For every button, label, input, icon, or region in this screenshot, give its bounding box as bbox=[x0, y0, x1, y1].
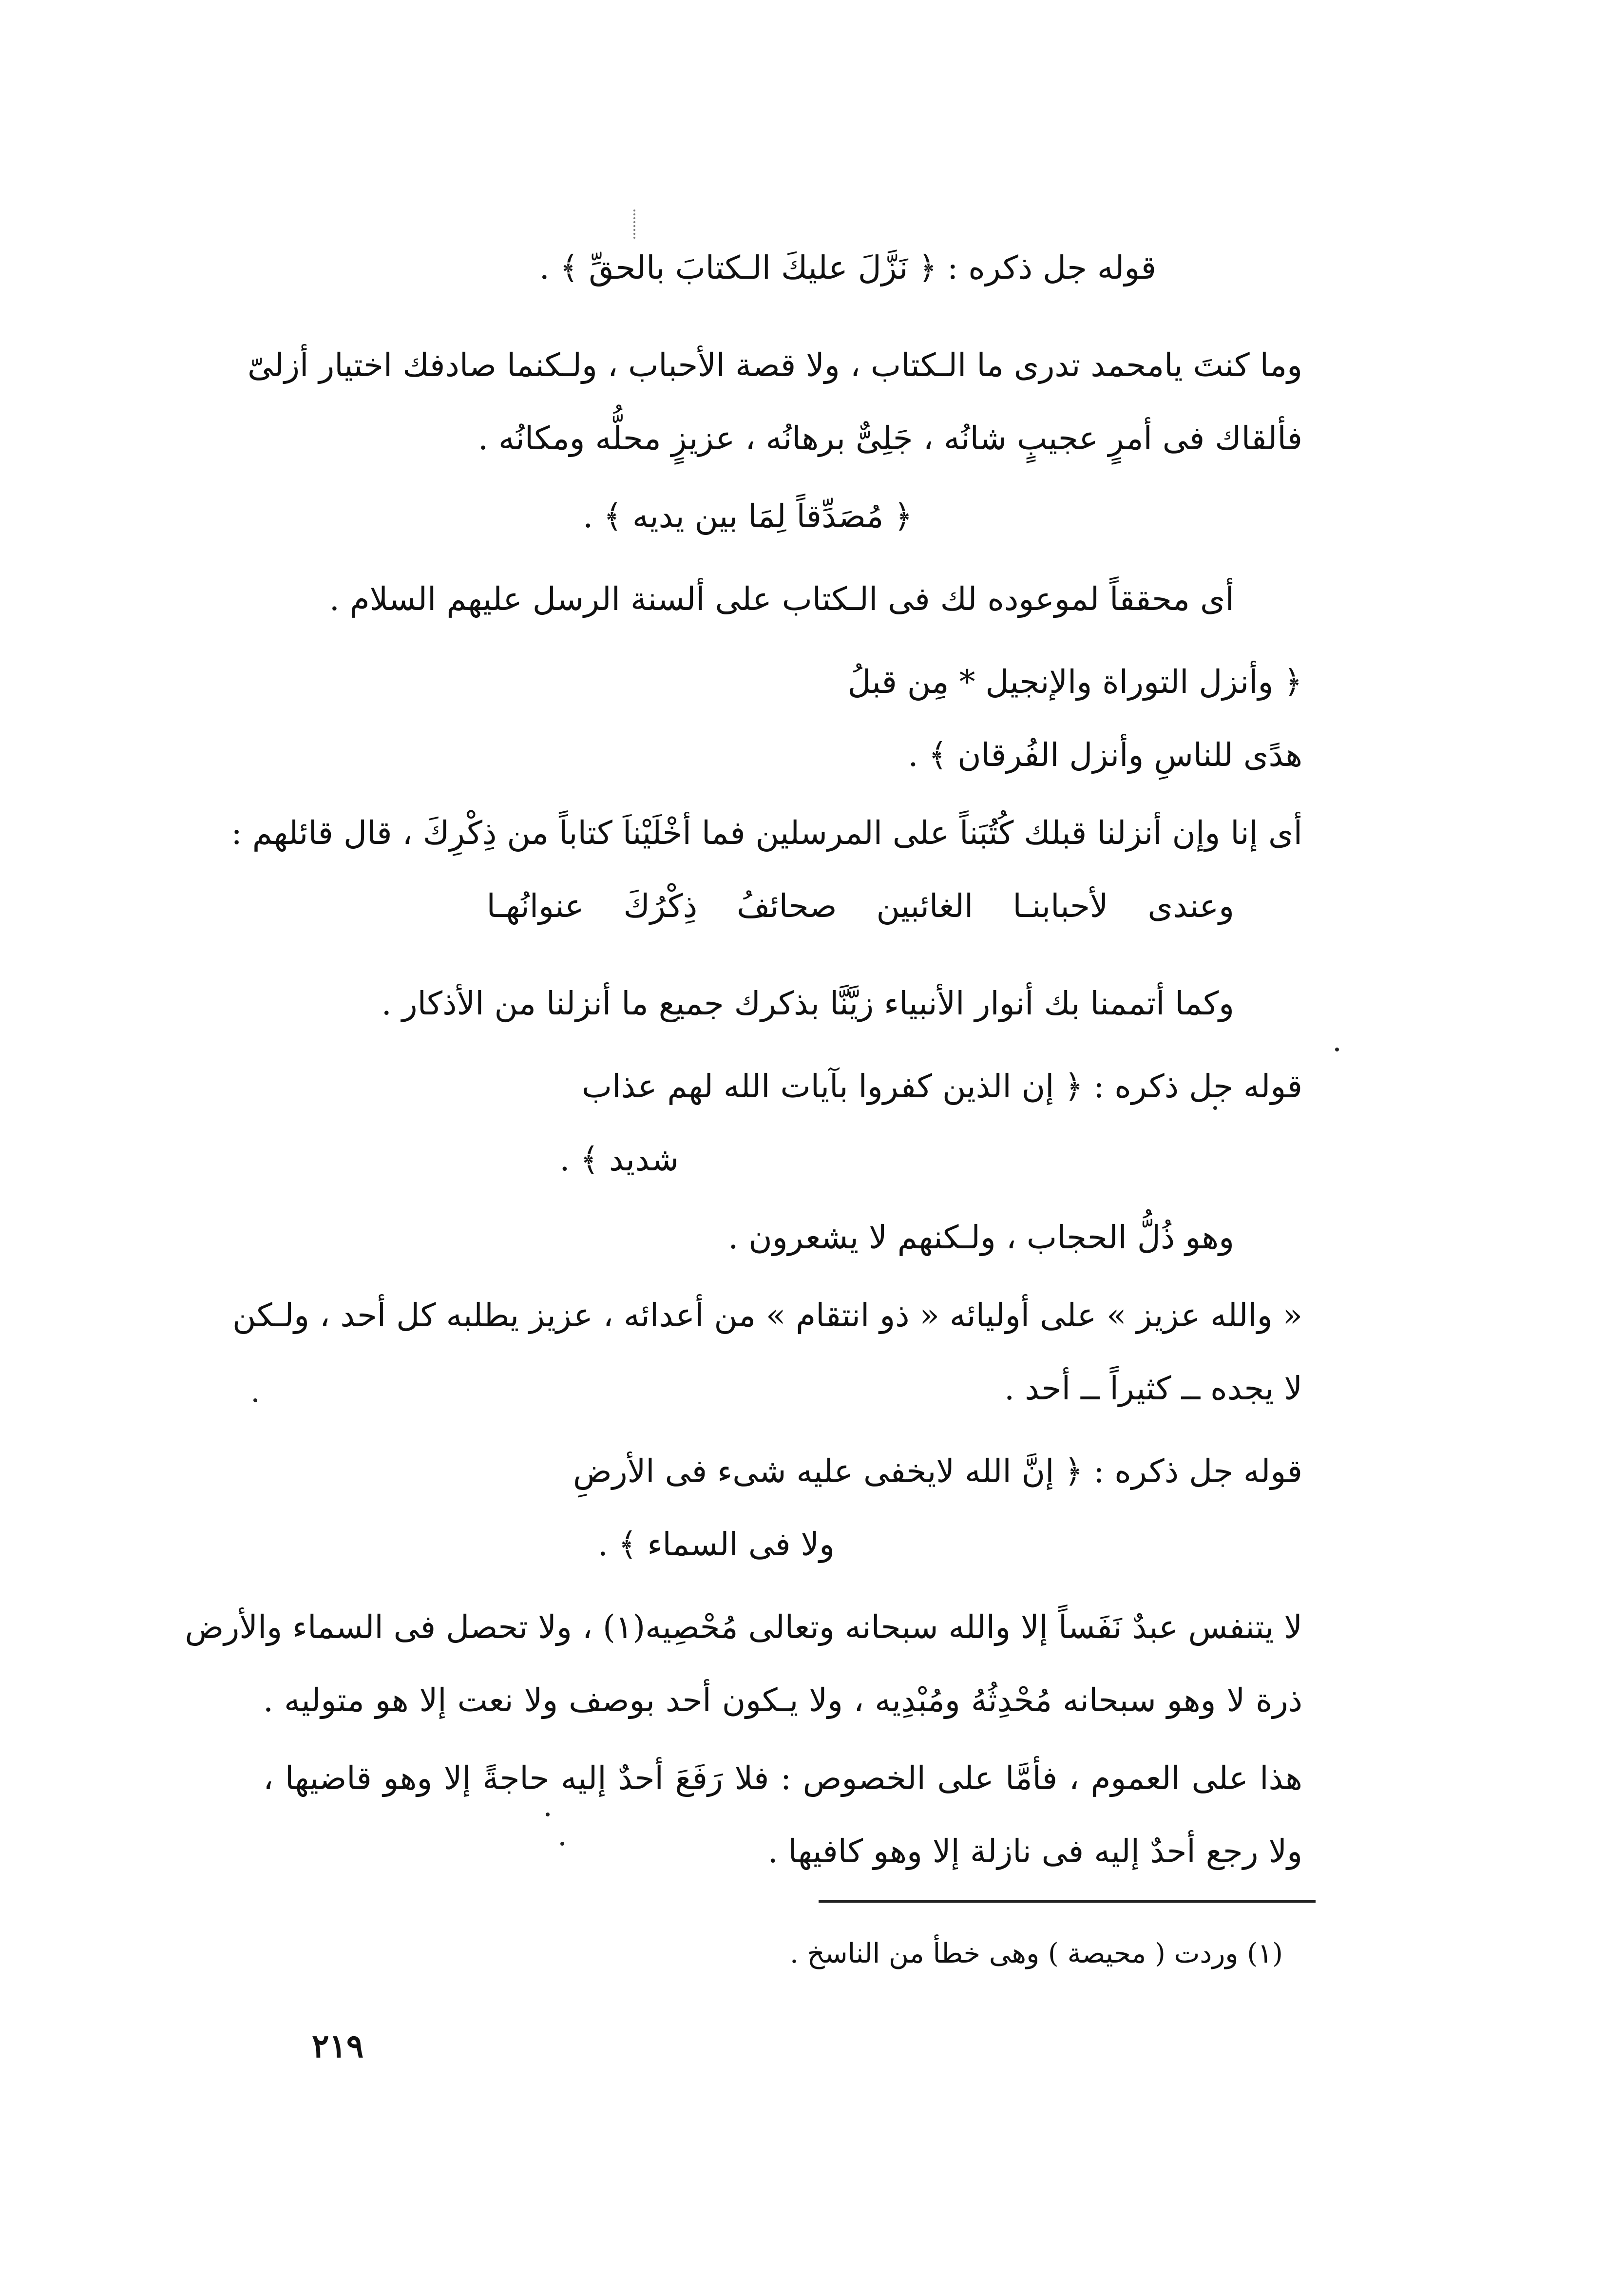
verse-heading: قوله جل ذكره : ﴿ إنَّ الله لايخفى عليه شىء فى الأرضِ bbox=[573, 1452, 1302, 1490]
text-line: أى إنا وإن أنزلنا قبلك كُتُبَناً على المرسلين فما أخْلَيْناَ كتاباً من ذِكْرِكَ ، قال قائلهم : bbox=[231, 814, 1302, 852]
text-line: وما كنتَ يامحمد تدرى ما الـكتاب ، ولا قصة الأحباب ، ولـكنما صادفك اختيار أزلىّ bbox=[248, 346, 1302, 384]
text-line: فألقاك فى أمرٍ عجيبٍ شانُه ، جَلِىٌّ برهانُه ، عزيزٍ محلُّه ومكانُه . bbox=[478, 420, 1302, 457]
scan-speck bbox=[253, 1398, 257, 1402]
verse-heading: شديد ﴾ . bbox=[559, 1141, 679, 1178]
verse-quote: ﴿ وأنزل التوراة والإنجيل * مِن قبلُ bbox=[847, 663, 1302, 701]
text-line: وهو ذُلُّ الحجاب ، ولـكنهم لا يشعرون . bbox=[728, 1219, 1234, 1256]
text-line: أى محققاً لموعوده لك فى الـكتاب على ألسنة الرسل عليهم السلام . bbox=[329, 580, 1234, 618]
text-line: ذرة لا وهو سبحانه مُحْدِثُهُ ومُبْدِيه ، ولا يـكون أحد بوصف ولا نعت إلا هو متوليه . bbox=[263, 1681, 1302, 1719]
scan-speck bbox=[1335, 1048, 1339, 1051]
text-line: وكما أتممنا بك أنوار الأنبياء زيَّنَّا بذكرك جميع ما أنزلنا من الأذكار . bbox=[381, 985, 1234, 1022]
scan-speck bbox=[560, 1842, 564, 1846]
scan-speck bbox=[1213, 1106, 1217, 1110]
verse-heading: قوله جل ذكره : ﴿ نَزَّلَ عليكَ الـكتابَ بالحقِّ ﴾ . bbox=[539, 249, 1156, 286]
footnote: (١) وردت ( محيصة ) وهى خطأ من الناسخ . bbox=[789, 1938, 1283, 1969]
verse-quote: ﴿ مُصَدِّقاً لِمَا بين يديه ﴾ . bbox=[583, 497, 913, 535]
text-line: لا يجده ــ كثيراً ــ أحد . bbox=[1004, 1370, 1302, 1407]
text-line: لا يتنفس عبدٌ نَفَساً إلا والله سبحانه وتعالى مُحْصِيه(١) ، ولا تحصل فى السماء والأرض bbox=[185, 1608, 1302, 1646]
text-line: هذا على العموم ، فأمَّا على الخصوص : فلا رَفَعَ أحدٌ إليه حاجةً إلا وهو قاضيها ، bbox=[263, 1759, 1302, 1797]
top-dots-mark bbox=[633, 210, 637, 239]
text-line: « والله عزيز » على أوليائه « ذو انتقام » من أعدائه ، عزيز يطلبه كل أحد ، ولـكن bbox=[232, 1297, 1302, 1334]
verse-quote: هدًى للناسِ وأنزل الفُرقان ﴾ . bbox=[908, 736, 1302, 774]
scan-speck bbox=[546, 1813, 550, 1816]
page-number: ٢١٩ bbox=[312, 2027, 364, 2065]
text-line: ولا رجع أحدٌ إليه فى نازلة إلا وهو كافيها . bbox=[767, 1833, 1302, 1870]
verse-heading: ولا فى السماء ﴾ . bbox=[597, 1526, 835, 1563]
poetry-verse: وعندى لأحبابنـا الغائبين صحائفُ ذِكْرُكَ عنوانُهـا bbox=[486, 887, 1234, 925]
footnote-rule bbox=[819, 1900, 1316, 1903]
verse-heading: قوله جل ذكره : ﴿ إن الذين كفروا بآيات الله لهم عذاب bbox=[581, 1068, 1302, 1105]
